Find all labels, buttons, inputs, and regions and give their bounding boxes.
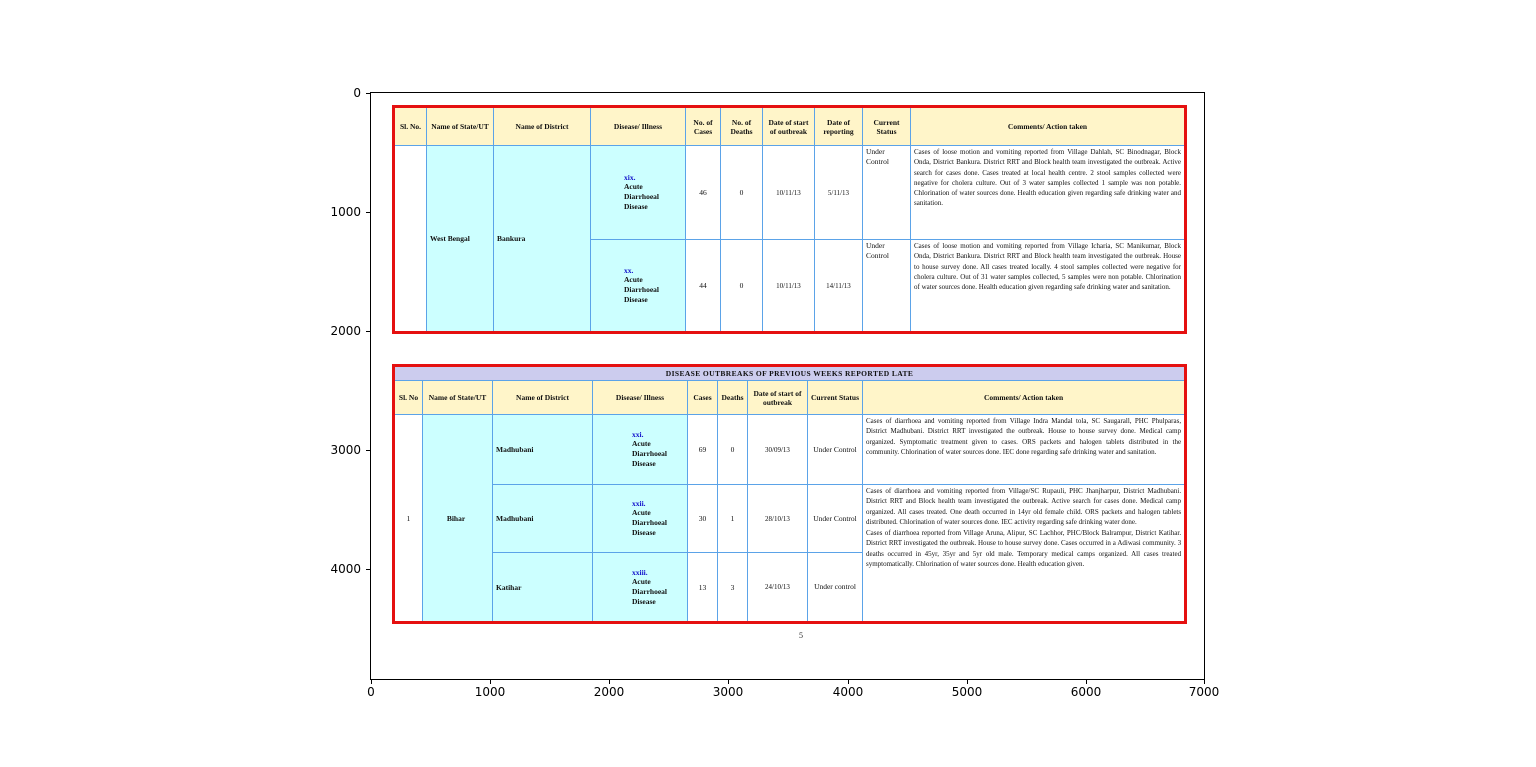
table-title-row: [394, 366, 1186, 381]
plot-area: [330, 86, 1220, 699]
state-cell: Bihar: [423, 415, 493, 623]
deaths-cell: 0: [721, 146, 763, 240]
header-start-date: Date of start of outbreak: [763, 107, 815, 146]
table-header-row: [394, 107, 1186, 146]
header-deaths: No. of Deaths: [721, 107, 763, 146]
y-tick-mark: [366, 331, 370, 332]
disease-roman-numeral: xx.: [624, 266, 634, 275]
comments-paragraph: Cases of diarrhoea reported from Village Aruna, Alipur, SC Lachhor, PHC/Block Balrampur, District Katihar. District RRT investigated the outbreak. House to house survey done. Cases occurred in a Adiwasi community. 3 deaths occurred in 45yr, 35yr and 5yr old male. Temporary medical camps organized. All cases treated symptomatically. Chlorination of water sources done. Health education given.: [866, 529, 1182, 569]
x-tick-mark: [609, 680, 610, 684]
y-tick-mark: [366, 212, 370, 213]
status-cell: Under Control: [863, 240, 911, 333]
x-tick-mark: [728, 680, 729, 684]
deaths-cell: 0: [718, 415, 748, 485]
deaths-cell: 3: [718, 553, 748, 623]
x-tick-mark: [1204, 680, 1205, 684]
comments-cell: Cases of loose motion and vomiting reported from Village Dahlah, SC Binodnagar, Block Onda, District Bankura. District RRT and Block health team investigated the outbreak. Active search for cases done. Cases treated at local health centre. 2 stool samples collected were negative for cholera culture. Out of 3 water samples collected 1 sample was non potable. Chlorination of water sources done. Health education given regarding safe drinking water and sanitation.: [911, 146, 1186, 240]
table-header-row: [394, 381, 1186, 415]
cases-cell: 69: [688, 415, 718, 485]
header-state: Name of State/UT: [423, 381, 493, 415]
disease-name: Acute Diarrhoeal Disease: [632, 439, 667, 468]
x-tick-mark: [371, 680, 372, 684]
header-disease: Disease/ Illness: [591, 107, 686, 146]
disease-name: Acute Diarrhoeal Disease: [624, 275, 659, 304]
comments-cell: Cases of loose motion and vomiting reported from Village Icharia, SC Manikumar, Block Onda, District Bankura. District RRT and Block health team investigated the outbreak. House to house survey done. All cases treated locally. 4 stool samples collected were negative for cholera culture. Out of 31 water samples collected, 5 samples were non potable. Chlorination of water sources done. Health education given regarding safe drinking water and sanitation.: [911, 240, 1186, 333]
y-tick-label: 0: [353, 86, 361, 100]
cases-cell: 44: [686, 240, 721, 333]
outbreak-table: [392, 105, 1187, 334]
district-cell: Madhubani: [493, 485, 593, 553]
y-tick-label: 4000: [330, 562, 361, 576]
comments-cell: Cases of diarrhoea and vomiting reported from Village Indra Mandal tola, SC Saugarall, PHC Phulparas, District Madhubani. District RRT investigated the outbreak. House to house survey done. Medical camp organized. Symptomatic treatment given to cases. ORS packets and halogen tablets distributed in the community. Chlorination of water sources done. IEC done regarding safe drinking water and sanitation.: [863, 415, 1186, 485]
header-deaths: Deaths: [718, 381, 748, 415]
disease-roman-numeral: xix.: [624, 173, 636, 182]
x-tick-label: 2000: [593, 685, 625, 699]
y-tick-mark: [366, 569, 370, 570]
status-cell: Under Control: [863, 146, 911, 240]
table-row: [394, 485, 1186, 553]
y-tick-mark: [366, 93, 370, 94]
y-tick-label: 1000: [330, 205, 361, 219]
header-comments: Comments/ Action taken: [863, 381, 1186, 415]
start-date-cell: 10/11/13: [763, 240, 815, 333]
reporting-date-cell: 5/11/13: [815, 146, 863, 240]
header-state: Name of State/UT: [427, 107, 494, 146]
header-sl-no: Sl. No: [394, 381, 423, 415]
disease-cell: [593, 553, 688, 623]
disease-roman-numeral: xxii.: [632, 499, 646, 508]
disease-cell: [591, 240, 686, 333]
sl-no-cell: [394, 146, 427, 333]
y-tick-mark: [366, 450, 370, 451]
start-date-cell: 24/10/13: [748, 553, 808, 623]
table-title: DISEASE OUTBREAKS OF PREVIOUS WEEKS REPORTED LATE: [394, 366, 1186, 381]
disease-name: Acute Diarrhoeal Disease: [624, 182, 659, 211]
header-reporting-date: Date of reporting: [815, 107, 863, 146]
x-tick-label: 7000: [1188, 685, 1220, 699]
deaths-cell: 1: [718, 485, 748, 553]
state-cell: West Bengal: [427, 146, 494, 333]
x-tick-mark: [967, 680, 968, 684]
district-cell: Madhubani: [493, 415, 593, 485]
header-disease: Disease/ Illness: [593, 381, 688, 415]
disease-name: Acute Diarrhoeal Disease: [632, 508, 667, 537]
header-cases: Cases: [688, 381, 718, 415]
header-comments: Comments/ Action taken: [911, 107, 1186, 146]
x-tick-mark: [1086, 680, 1087, 684]
start-date-cell: 28/10/13: [748, 485, 808, 553]
x-tick-mark: [848, 680, 849, 684]
x-tick-label: 0: [367, 685, 375, 699]
x-tick-label: 1000: [474, 685, 506, 699]
x-tick-label: 5000: [951, 685, 983, 699]
status-cell: Under Control: [808, 415, 863, 485]
header-status: Current Status: [808, 381, 863, 415]
cases-cell: 30: [688, 485, 718, 553]
table-row: [394, 415, 1186, 485]
header-district: Name of District: [493, 381, 593, 415]
y-tick-label: 2000: [330, 324, 361, 338]
start-date-cell: 10/11/13: [763, 146, 815, 240]
cases-cell: 13: [688, 553, 718, 623]
district-cell: Bankura: [494, 146, 591, 333]
header-sl-no: Sl. No.: [394, 107, 427, 146]
y-tick-label: 3000: [330, 443, 361, 457]
sl-no-cell: 1: [394, 415, 423, 623]
disease-cell: [593, 485, 688, 553]
status-cell: Under control: [808, 553, 863, 623]
disease-name: Acute Diarrhoeal Disease: [632, 576, 667, 606]
late-reports-table: [392, 364, 1187, 624]
comments-cell-merged: [863, 485, 1186, 623]
header-start-date: Date of start of outbreak: [748, 381, 808, 415]
header-status: Current Status: [863, 107, 911, 146]
status-cell: Under Control: [808, 485, 863, 553]
header-district: Name of District: [494, 107, 591, 146]
start-date-cell: 30/09/13: [748, 415, 808, 485]
x-tick-label: 4000: [832, 685, 864, 699]
x-tick-label: 3000: [712, 685, 744, 699]
table-row: [394, 146, 1186, 240]
comments-paragraph: Cases of diarrhoea and vomiting reported from Village/SC Rupauli, PHC Jhanjharpur, District Madhubani. District RRT and Block health team investigated the outbreak. Active search for cases done. Medical camp organized. All cases treated. One death occurred in 14yr old female child. ORS packets and halogen tablets distributed. Chlorination of water sources done. IEC activity regarding safe drinking water done.: [866, 487, 1182, 526]
disease-cell: [591, 146, 686, 240]
disease-roman-numeral: xxiii.: [632, 567, 648, 577]
x-tick-label: 6000: [1070, 685, 1102, 699]
document-page-number: 5: [799, 631, 803, 640]
x-tick-mark: [490, 680, 491, 684]
disease-cell: [593, 415, 688, 485]
cases-cell: 46: [686, 146, 721, 240]
header-cases: No. of Cases: [686, 107, 721, 146]
deaths-cell: 0: [721, 240, 763, 333]
reporting-date-cell: 14/11/13: [815, 240, 863, 333]
disease-roman-numeral: xxi.: [632, 430, 644, 439]
district-cell: Katihar: [493, 553, 593, 623]
